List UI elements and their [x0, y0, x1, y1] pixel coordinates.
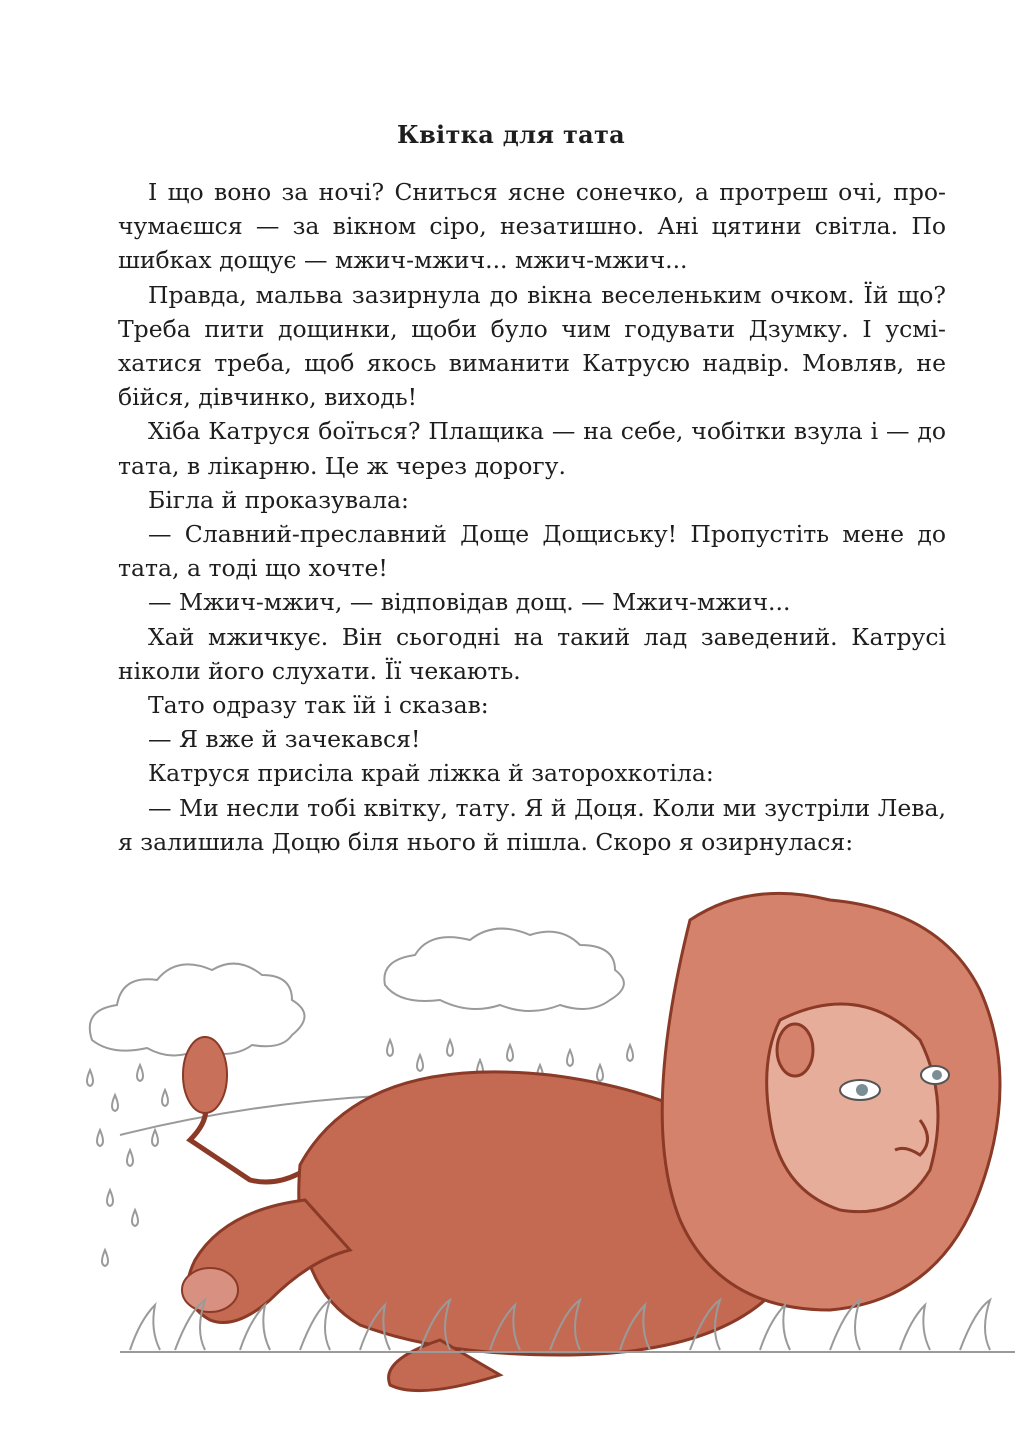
paragraph: — Ми несли тобі квітку, тату. Я й Доця. Коли ми зустріли Лева, я залишила Доцю біля нього й пішла. Скоро я озирнулася: [118, 793, 946, 856]
paragraph: Хай мжичкує. Він сьогодні на такий лад заведений. Катрусі ніколи його слухати. Її чекають. [118, 622, 946, 685]
story-text [118, 175, 946, 859]
lion-illustration [0, 880, 1022, 1447]
paragraph: Хіба Катруся боїться? Плащика — на себе, чобітки взула і — до тата, в лікарню. Це ж через дорогу. [118, 417, 946, 480]
paragraph: — Я вже й зачекався! [148, 725, 421, 754]
page-title: Квітка для тата [396, 120, 626, 149]
paragraph: — Славний-преславний Доще Дощиську! Пропустіть мене до тата, а тоді що хочте! [118, 520, 946, 583]
paragraph: І що воно за ночі? Сниться ясне сонечко, а протреш очі, прочумаєшся — за вікном сіро, незатишно. Ані цятини світла. По шибках дощує — мжич-мжич... мжич-мжич... [118, 178, 946, 275]
paragraph: — Мжич-мжич, — відповідав дощ. — Мжич-мжич... [148, 588, 791, 617]
lion-figure [182, 893, 1000, 1390]
paragraph: Катруся присіла край ліжка й заторохкотіла: [148, 759, 714, 788]
rain-clouds [90, 929, 624, 1056]
paragraph: Правда, мальва зазирнула до вікна веселеньким очком. Їй що? Треба пити дощинки, щоби було чим годувати Дзумку. І усміхатися треба, щоб якось виманити Катрусю надвір. Мовляв, не бійся, дівчинко, виходь! [118, 280, 946, 412]
paragraph: Тато одразу так їй і сказав: [148, 691, 489, 720]
paragraph: Бігла й проказувала: [148, 485, 409, 514]
